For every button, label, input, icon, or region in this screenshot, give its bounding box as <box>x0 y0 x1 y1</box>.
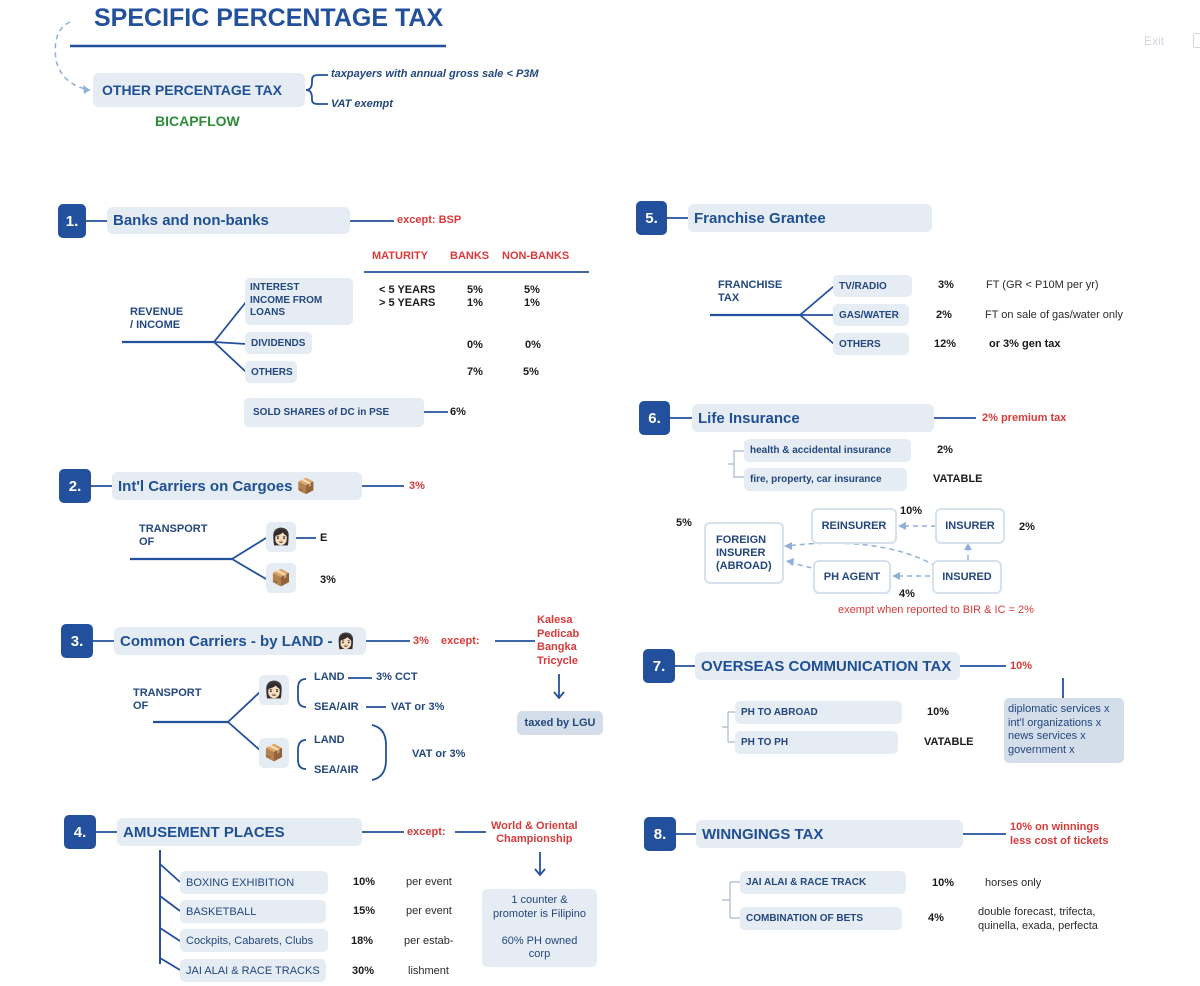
cargo-box-icon: 📦 <box>296 478 316 495</box>
s3-p-land: LAND <box>314 671 345 683</box>
s3-rate: 3% <box>413 635 429 647</box>
maturity-rows: < 5 YEARS > 5 YEARS <box>379 284 436 309</box>
sold-rate: 6% <box>450 406 466 418</box>
franchise-row-label: GAS/WATER <box>833 304 909 326</box>
amusement-row-rate: 30% <box>352 965 375 977</box>
health-rate: 2% <box>937 444 953 456</box>
franchise-row-note: or 3% gen tax <box>989 338 1061 350</box>
opt-box: OTHER PERCENTAGE TAX <box>93 73 305 107</box>
s3-c-rate: VAT or 3% <box>412 748 466 760</box>
person-icon: 👩🏻 <box>336 633 356 650</box>
cargo-box-icon: 📦 <box>259 738 289 768</box>
franchise-row-rate: 2% <box>936 309 952 321</box>
s2-root: TRANSPORT OF <box>139 523 208 548</box>
s3-p-sea: SEA/AIR <box>314 701 359 713</box>
section-6-number: 6. <box>639 401 670 435</box>
s1-except: except: BSP <box>397 214 462 226</box>
dividends-box: DIVIDENDS <box>245 332 312 354</box>
section-2-number: 2. <box>59 469 91 503</box>
s4-exception-box: 1 counter & promoter is Filipino 60% PH owned corp <box>482 889 597 967</box>
comm-row-rate: VATABLE <box>924 736 974 748</box>
lgu-box: taxed by LGU <box>517 711 603 735</box>
franchise-row-rate: 12% <box>934 338 957 350</box>
oth-nonbanks: 5% <box>523 366 539 378</box>
winnings-row-label: COMBINATION OF BETS <box>740 907 902 930</box>
insured-box: INSURED <box>932 560 1002 594</box>
section-4-title: AMUSEMENT PLACES <box>117 818 362 846</box>
health-insurance: health & accidental insurance <box>744 439 911 462</box>
s4-exception: World & Oriental Championship <box>491 820 578 845</box>
s3-c-sea: SEA/AIR <box>314 764 359 776</box>
section-7-title: OVERSEAS COMMUNICATION TAX <box>695 652 960 680</box>
amusement-row-basis: lishment <box>408 965 449 977</box>
div-banks: 0% <box>467 339 483 351</box>
s5-root: FRANCHISE TAX <box>718 279 783 304</box>
interest-banks: 5% 1% <box>467 284 483 309</box>
interest-nonbanks: 5% 1% <box>524 284 540 309</box>
agent-rate: 4% <box>899 588 915 600</box>
section-1-title: Banks and non-banks <box>107 207 350 234</box>
s2-rate: 3% <box>409 480 425 492</box>
col-banks: BANKS <box>450 250 490 262</box>
s3-root: TRANSPORT OF <box>133 687 202 712</box>
section-6-title: Life Insurance <box>692 404 934 432</box>
s8-rate: 10% on winnings less cost of tickets <box>1010 821 1109 847</box>
comm-row-rate: 10% <box>927 706 950 718</box>
reinsurer-rate: 10% <box>900 505 923 517</box>
oth-banks: 7% <box>467 366 483 378</box>
amusement-row-label: Cockpits, Cabarets, Clubs <box>180 929 328 952</box>
exit-button[interactable]: Exit <box>1144 34 1165 48</box>
foreign-rate: 5% <box>676 517 692 529</box>
franchise-row-rate: 3% <box>938 279 954 291</box>
amusement-row-label: BOXING EXHIBITION <box>180 871 328 894</box>
bicapflow-label: BICAPFLOW <box>155 113 240 129</box>
amusement-row-basis: per estab- <box>404 935 454 947</box>
section-8-number: 8. <box>644 817 676 851</box>
winnings-row-note: horses only <box>985 877 1042 889</box>
window-icon[interactable] <box>1193 33 1200 48</box>
amusement-row-basis: per event <box>406 876 452 888</box>
s7-exempt-box: diplomatic services x int'l organizations x news services x government x <box>1004 698 1124 763</box>
insurer-box: INSURER <box>935 508 1005 544</box>
winnings-row-rate: 4% <box>928 912 944 924</box>
section-7-number: 7. <box>643 649 675 683</box>
person-icon: 👩🏻 <box>259 675 289 705</box>
s7-rate: 10% <box>1010 660 1033 672</box>
section-3-number: 3. <box>61 624 93 658</box>
s3-exceptions: Kalesa Pedicab Bangka Tricycle <box>537 614 580 667</box>
s1-root: REVENUE / INCOME <box>130 306 184 331</box>
col-maturity: MATURITY <box>372 250 429 262</box>
winnings-row-note: double forecast, trifecta, quinella, exada, perfecta <box>978 906 1098 932</box>
comm-row-label: PH TO PH <box>735 731 898 754</box>
page-title: SPECIFIC PERCENTAGE TAX <box>94 4 444 32</box>
opt-note-2: VAT exempt <box>331 98 393 110</box>
section-5-number: 5. <box>636 201 667 235</box>
comm-row-label: PH TO ABROAD <box>735 701 902 724</box>
amusement-row-rate: 15% <box>353 905 376 917</box>
fire-insurance: fire, property, car insurance <box>744 468 907 491</box>
sold-shares-box: SOLD SHARES of DC in PSE <box>244 398 424 427</box>
franchise-row-label: TV/RADIO <box>833 275 912 297</box>
ph-agent-box: PH AGENT <box>813 560 891 594</box>
s3-p-land-rate: 3% CCT <box>376 671 418 683</box>
section-3-title <box>114 627 366 655</box>
person-icon: 👩🏻 <box>266 522 296 552</box>
section-3-title-text: Common Carriers - by LAND - <box>120 632 333 650</box>
franchise-row-label: OTHERS <box>833 333 909 355</box>
interest-income-box: INTEREST INCOME FROM LOANS <box>245 278 353 325</box>
div-nonbanks: 0% <box>525 339 541 351</box>
section-8-title: WINNGINGS TAX <box>696 820 963 848</box>
amusement-row-rate: 18% <box>351 935 374 947</box>
opt-note-1: taxpayers with annual gross sale < P3M <box>331 68 539 80</box>
s6-exempt: exempt when reported to BIR & IC = 2% <box>838 604 1034 616</box>
foreign-insurer-box: FOREIGN INSURER (ABROAD) <box>704 522 784 584</box>
section-1-number: 1. <box>58 204 86 238</box>
amusement-row-label: BASKETBALL <box>180 900 326 923</box>
cargo-box-icon: 📦 <box>266 563 296 593</box>
s2-person-val: E <box>320 532 328 544</box>
s2-cargo-val: 3% <box>320 574 336 586</box>
fire-rate: VATABLE <box>933 473 983 485</box>
amusement-row-rate: 10% <box>353 876 376 888</box>
amusement-row-label: JAI ALAI & RACE TRACKS <box>180 959 326 982</box>
section-5-title: Franchise Grantee <box>688 204 932 232</box>
s3-except: except: <box>441 635 480 647</box>
s4-except: except: <box>407 826 446 838</box>
others-box: OTHERS <box>245 361 297 383</box>
section-2-title-text: Int'l Carriers on Cargoes <box>118 477 293 495</box>
insurer-rate: 2% <box>1019 521 1035 533</box>
s3-p-sea-rate: VAT or 3% <box>391 701 445 713</box>
s6-rate: 2% premium tax <box>982 412 1067 424</box>
section-4-number: 4. <box>64 815 96 849</box>
amusement-row-basis: per event <box>406 905 452 917</box>
reinsurer-box: REINSURER <box>811 508 897 544</box>
winnings-row-rate: 10% <box>932 877 955 889</box>
winnings-row-label: JAI ALAI & RACE TRACK <box>740 871 906 894</box>
franchise-row-note: FT on sale of gas/water only <box>985 309 1123 321</box>
franchise-row-note: FT (GR < P10M per yr) <box>986 279 1099 291</box>
s3-c-land: LAND <box>314 734 345 746</box>
col-nonbanks: NON-BANKS <box>502 250 570 262</box>
section-2-title <box>112 472 362 500</box>
